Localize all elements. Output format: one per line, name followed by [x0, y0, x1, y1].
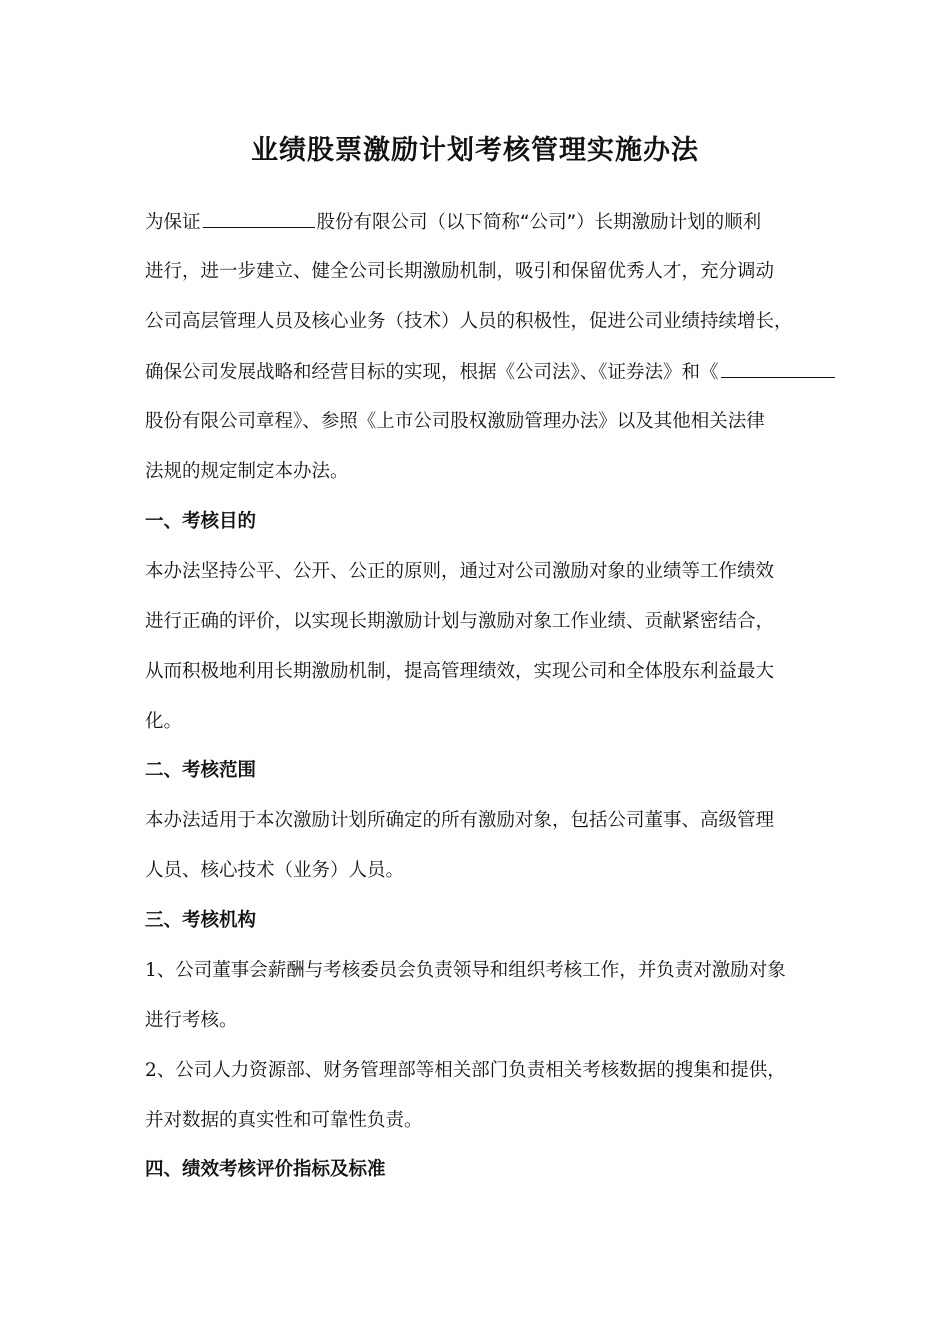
section-3-item-1-line-2: 进行考核。	[145, 1010, 238, 1031]
intro-line-3: 公司高层管理人员及核心业务（技术）人员的积极性，促进公司业绩持续增长，	[145, 311, 793, 332]
section-2-heading: 二、考核范围	[145, 760, 257, 781]
section-3-heading: 三、考核机构	[145, 910, 257, 931]
section-1-heading: 一、考核目的	[145, 511, 257, 532]
section-3-item-2-line-2: 并对数据的真实性和可靠性负责。	[145, 1110, 423, 1131]
intro-line-6: 法规的规定制定本办法。	[145, 461, 349, 482]
intro-line-1-prefix: 为保证	[145, 212, 201, 233]
intro-line-1	[145, 209, 761, 236]
intro-line-5: 股份有限公司章程》、参照《上市公司股权激励管理办法》以及其他相关法律	[145, 411, 765, 432]
section-1-line-2: 进行正确的评价，以实现长期激励计划与激励对象工作业绩、贡献紧密结合，	[145, 611, 775, 632]
section-3-item-1-line-1	[145, 958, 786, 984]
intro-line-2: 进行，进一步建立、健全公司长期激励机制，吸引和保留优秀人才，充分调动	[145, 261, 775, 282]
section-3-item-2-line-1	[145, 1058, 786, 1084]
section-1-line-1: 本办法坚持公平、公开、公正的原则，通过对公司激励对象的业绩等工作绩效	[145, 561, 775, 582]
document-title: 业绩股票激励计划考核管理实施办法	[251, 135, 699, 166]
intro-line-4	[145, 359, 837, 386]
section-4-heading: 四、绩效考核评价指标及标准	[145, 1159, 386, 1180]
company-name-blank	[203, 209, 315, 228]
section-3-item-1-text: 、公司董事会薪酬与考核委员会负责领导和组织考核工作，并负责对激励对象	[156, 960, 786, 981]
section-1-line-4: 化。	[145, 711, 183, 732]
intro-line-1-suffix: 股份有限公司（以下简称“公司”）长期激励计划的顺利	[316, 212, 762, 233]
section-3-item-1-number: 1	[145, 960, 157, 981]
section-1-line-3: 从而积极地利用长期激励机制，提高管理绩效，实现公司和全体股东利益最大	[145, 661, 775, 682]
intro-line-4-prefix: 确保公司发展战略和经营目标的实现，根据《公司法》、《证券法》和《	[145, 362, 719, 383]
charter-name-blank	[721, 359, 835, 378]
section-2-line-1: 本办法适用于本次激励计划所确定的所有激励对象，包括公司董事、高级管理	[145, 810, 775, 831]
section-3-item-2-number: 2	[145, 1060, 157, 1081]
section-2-line-2: 人员、核心技术（业务）人员。	[145, 860, 405, 881]
section-3-item-2-text: 、公司人力资源部、财务管理部等相关部门负责相关考核数据的搜集和提供，	[156, 1060, 786, 1081]
